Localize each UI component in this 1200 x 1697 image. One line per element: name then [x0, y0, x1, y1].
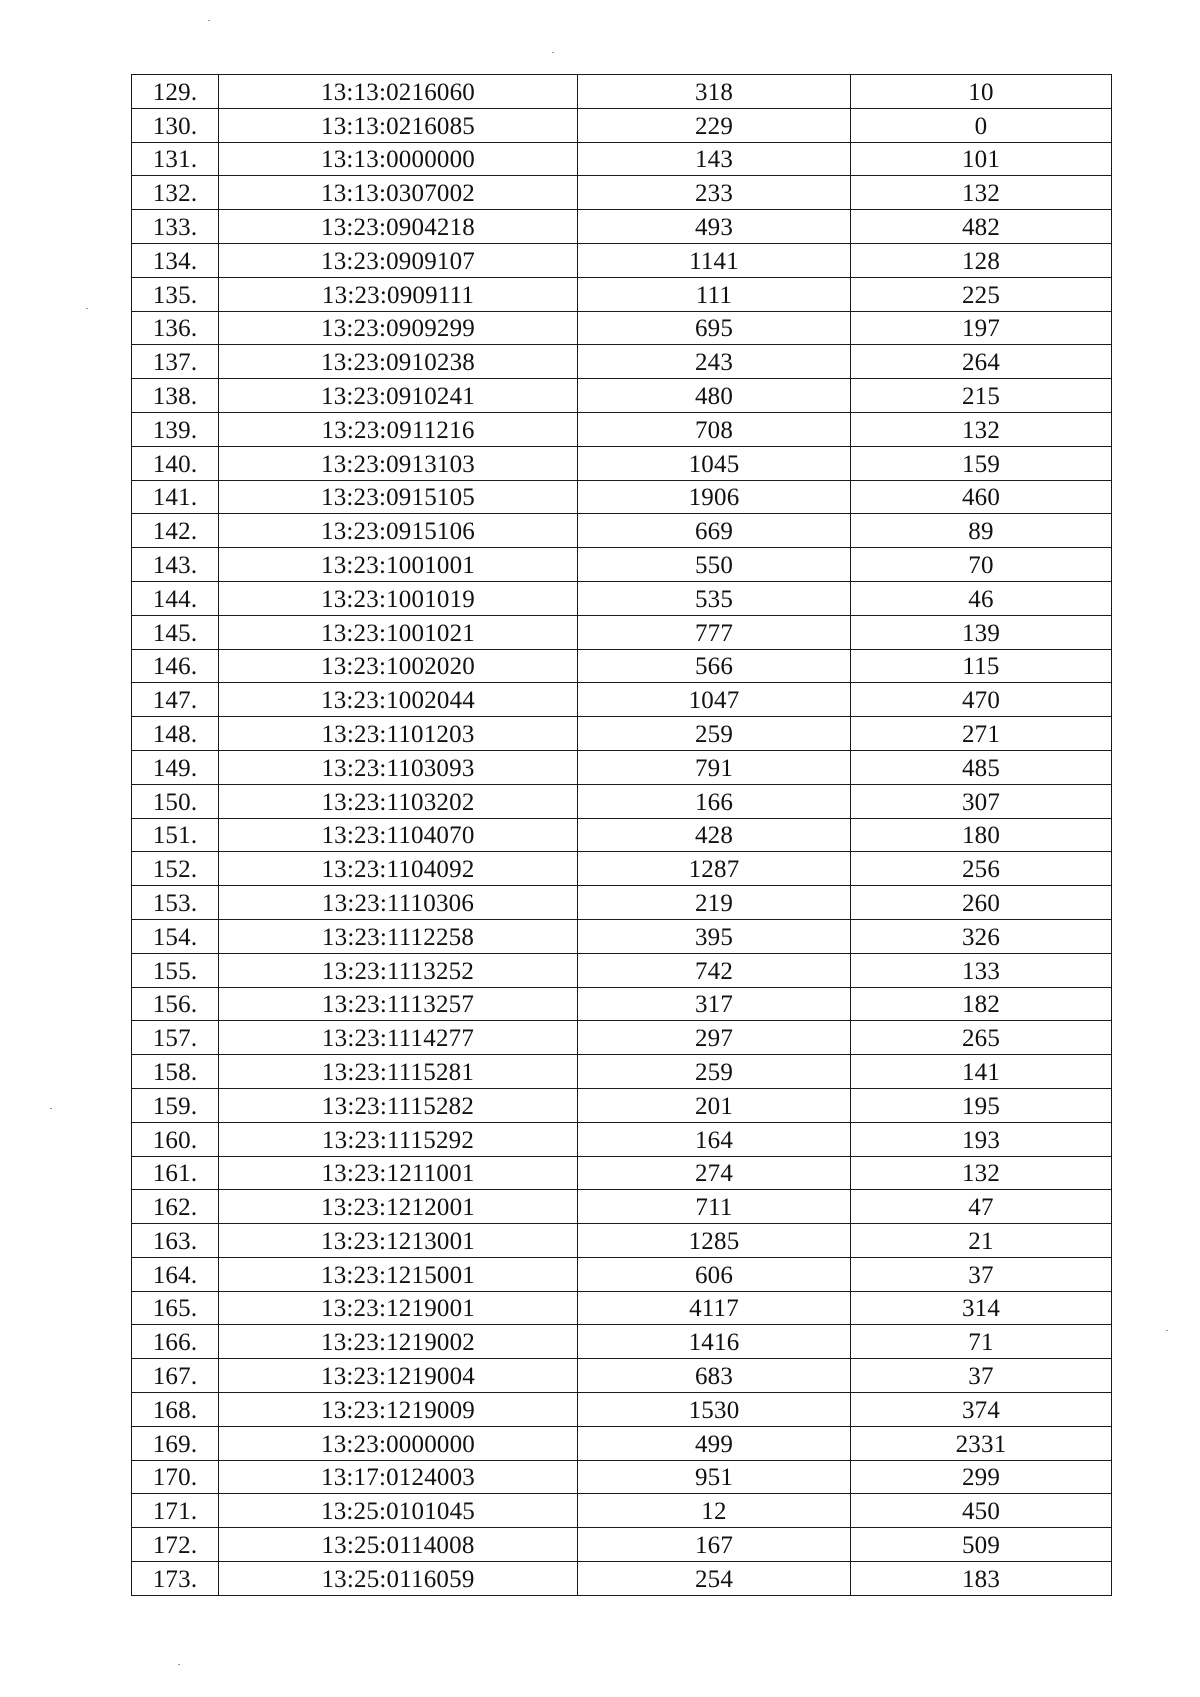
row-number-cell: 133. — [132, 210, 219, 244]
row-number-cell: 143. — [132, 548, 219, 582]
row-number-cell: 159. — [132, 1088, 219, 1122]
value-b-cell: 326 — [851, 919, 1112, 953]
row-number-cell: 150. — [132, 784, 219, 818]
value-b-cell: 225 — [851, 277, 1112, 311]
value-b-cell: 132 — [851, 412, 1112, 446]
row-number-cell: 147. — [132, 683, 219, 717]
cadastral-number-cell: 13:23:1002020 — [219, 649, 578, 683]
cadastral-number-cell: 13:23:1113257 — [219, 987, 578, 1021]
value-b-cell: 132 — [851, 176, 1112, 210]
row-number-cell: 139. — [132, 412, 219, 446]
row-number-cell: 168. — [132, 1393, 219, 1427]
table-row — [132, 1426, 1112, 1460]
row-number-cell: 164. — [132, 1257, 219, 1291]
table-row — [132, 750, 1112, 784]
cadastral-number-cell: 13:23:0915106 — [219, 514, 578, 548]
table-row — [132, 1325, 1112, 1359]
value-a-cell: 669 — [578, 514, 851, 548]
value-b-cell: 10 — [851, 75, 1112, 109]
value-b-cell: 195 — [851, 1088, 1112, 1122]
cadastral-number-cell: 13:23:1001001 — [219, 548, 578, 582]
row-number-cell: 173. — [132, 1562, 219, 1596]
row-number-cell: 130. — [132, 108, 219, 142]
row-number-cell: 160. — [132, 1122, 219, 1156]
value-a-cell: 1047 — [578, 683, 851, 717]
value-b-cell: 71 — [851, 1325, 1112, 1359]
value-a-cell: 535 — [578, 581, 851, 615]
value-a-cell: 274 — [578, 1156, 851, 1190]
cadastral-number-cell: 13:23:1103093 — [219, 750, 578, 784]
table-row — [132, 1055, 1112, 1089]
value-b-cell: 46 — [851, 581, 1112, 615]
value-b-cell: 374 — [851, 1393, 1112, 1427]
table-row — [132, 581, 1112, 615]
table-row — [132, 1494, 1112, 1528]
cadastral-number-cell: 13:25:0114008 — [219, 1528, 578, 1562]
cadastral-number-cell: 13:23:1219009 — [219, 1393, 578, 1427]
cadastral-number-cell: 13:23:1103202 — [219, 784, 578, 818]
table-row — [132, 1359, 1112, 1393]
table-row — [132, 514, 1112, 548]
value-b-cell: 193 — [851, 1122, 1112, 1156]
cadastral-number-cell: 13:25:0101045 — [219, 1494, 578, 1528]
table-row — [132, 886, 1112, 920]
value-b-cell: 197 — [851, 311, 1112, 345]
row-number-cell: 132. — [132, 176, 219, 210]
row-number-cell: 136. — [132, 311, 219, 345]
table-row — [132, 311, 1112, 345]
cadastral-number-cell: 13:23:0909107 — [219, 243, 578, 277]
row-number-cell: 137. — [132, 345, 219, 379]
row-number-cell: 149. — [132, 750, 219, 784]
cadastral-number-cell: 13:23:0909299 — [219, 311, 578, 345]
table-row — [132, 1190, 1112, 1224]
table-row — [132, 683, 1112, 717]
value-a-cell: 1416 — [578, 1325, 851, 1359]
value-b-cell: 260 — [851, 886, 1112, 920]
row-number-cell: 131. — [132, 142, 219, 176]
value-a-cell: 683 — [578, 1359, 851, 1393]
cadastral-table — [131, 74, 1112, 1596]
row-number-cell: 138. — [132, 379, 219, 413]
row-number-cell: 129. — [132, 75, 219, 109]
row-number-cell: 166. — [132, 1325, 219, 1359]
value-a-cell: 1530 — [578, 1393, 851, 1427]
value-b-cell: 128 — [851, 243, 1112, 277]
value-a-cell: 606 — [578, 1257, 851, 1291]
row-number-cell: 134. — [132, 243, 219, 277]
cadastral-number-cell: 13:23:1113252 — [219, 953, 578, 987]
value-a-cell: 164 — [578, 1122, 851, 1156]
value-b-cell: 264 — [851, 345, 1112, 379]
table-row — [132, 1224, 1112, 1258]
value-a-cell: 1906 — [578, 480, 851, 514]
table-row — [132, 1088, 1112, 1122]
cadastral-number-cell: 13:23:1219004 — [219, 1359, 578, 1393]
table-row — [132, 1156, 1112, 1190]
row-number-cell: 161. — [132, 1156, 219, 1190]
table-row — [132, 1393, 1112, 1427]
row-number-cell: 151. — [132, 818, 219, 852]
cadastral-number-cell: 13:23:1115282 — [219, 1088, 578, 1122]
cadastral-number-cell: 13:23:1001019 — [219, 581, 578, 615]
cadastral-number-cell: 13:13:0000000 — [219, 142, 578, 176]
cadastral-number-cell: 13:23:1211001 — [219, 1156, 578, 1190]
row-number-cell: 152. — [132, 852, 219, 886]
value-b-cell: 37 — [851, 1359, 1112, 1393]
value-a-cell: 791 — [578, 750, 851, 784]
value-b-cell: 314 — [851, 1291, 1112, 1325]
value-a-cell: 428 — [578, 818, 851, 852]
scan-speck — [178, 1664, 180, 1665]
row-number-cell: 135. — [132, 277, 219, 311]
value-a-cell: 742 — [578, 953, 851, 987]
value-a-cell: 297 — [578, 1021, 851, 1055]
value-b-cell: 159 — [851, 446, 1112, 480]
table-row — [132, 784, 1112, 818]
value-a-cell: 111 — [578, 277, 851, 311]
value-b-cell: 265 — [851, 1021, 1112, 1055]
table-row — [132, 615, 1112, 649]
table-row — [132, 1122, 1112, 1156]
value-a-cell: 1045 — [578, 446, 851, 480]
table-row — [132, 277, 1112, 311]
value-a-cell: 480 — [578, 379, 851, 413]
row-number-cell: 142. — [132, 514, 219, 548]
table-row — [132, 1460, 1112, 1494]
table-row — [132, 987, 1112, 1021]
table-row — [132, 1291, 1112, 1325]
table-row — [132, 75, 1112, 109]
value-b-cell: 101 — [851, 142, 1112, 176]
cadastral-number-cell: 13:23:1115292 — [219, 1122, 578, 1156]
value-b-cell: 70 — [851, 548, 1112, 582]
table-row — [132, 953, 1112, 987]
row-number-cell: 170. — [132, 1460, 219, 1494]
table-body — [132, 75, 1112, 1596]
value-b-cell: 271 — [851, 717, 1112, 751]
cadastral-number-cell: 13:13:0307002 — [219, 176, 578, 210]
table-row — [132, 649, 1112, 683]
value-b-cell: 132 — [851, 1156, 1112, 1190]
scan-speck — [50, 1108, 52, 1109]
cadastral-number-cell: 13:23:1104092 — [219, 852, 578, 886]
row-number-cell: 167. — [132, 1359, 219, 1393]
value-a-cell: 12 — [578, 1494, 851, 1528]
table-row — [132, 717, 1112, 751]
row-number-cell: 171. — [132, 1494, 219, 1528]
cadastral-number-cell: 13:23:0000000 — [219, 1426, 578, 1460]
cadastral-number-cell: 13:25:0116059 — [219, 1562, 578, 1596]
cadastral-number-cell: 13:23:1215001 — [219, 1257, 578, 1291]
value-a-cell: 259 — [578, 717, 851, 751]
table-row — [132, 1528, 1112, 1562]
cadastral-number-cell: 13:23:1112258 — [219, 919, 578, 953]
table-row — [132, 1257, 1112, 1291]
row-number-cell: 165. — [132, 1291, 219, 1325]
table-row — [132, 852, 1112, 886]
row-number-cell: 140. — [132, 446, 219, 480]
value-b-cell: 47 — [851, 1190, 1112, 1224]
row-number-cell: 148. — [132, 717, 219, 751]
row-number-cell: 169. — [132, 1426, 219, 1460]
table-row — [132, 379, 1112, 413]
cadastral-number-cell: 13:23:0913103 — [219, 446, 578, 480]
cadastral-number-cell: 13:23:0915105 — [219, 480, 578, 514]
table-row — [132, 345, 1112, 379]
table-row — [132, 480, 1112, 514]
value-b-cell: 470 — [851, 683, 1112, 717]
value-b-cell: 482 — [851, 210, 1112, 244]
value-b-cell: 133 — [851, 953, 1112, 987]
row-number-cell: 172. — [132, 1528, 219, 1562]
cadastral-number-cell: 13:23:1115281 — [219, 1055, 578, 1089]
value-a-cell: 708 — [578, 412, 851, 446]
row-number-cell: 154. — [132, 919, 219, 953]
value-b-cell: 115 — [851, 649, 1112, 683]
row-number-cell: 155. — [132, 953, 219, 987]
row-number-cell: 157. — [132, 1021, 219, 1055]
table-row — [132, 108, 1112, 142]
row-number-cell: 145. — [132, 615, 219, 649]
value-a-cell: 1141 — [578, 243, 851, 277]
cadastral-number-cell: 13:23:1212001 — [219, 1190, 578, 1224]
row-number-cell: 153. — [132, 886, 219, 920]
value-a-cell: 777 — [578, 615, 851, 649]
table-row — [132, 548, 1112, 582]
value-a-cell: 493 — [578, 210, 851, 244]
value-a-cell: 254 — [578, 1562, 851, 1596]
table-row — [132, 818, 1112, 852]
cadastral-number-cell: 13:23:1219001 — [219, 1291, 578, 1325]
value-a-cell: 4117 — [578, 1291, 851, 1325]
scan-speck — [86, 308, 88, 309]
value-b-cell: 299 — [851, 1460, 1112, 1494]
cadastral-number-cell: 13:23:0910238 — [219, 345, 578, 379]
cadastral-number-cell: 13:23:1110306 — [219, 886, 578, 920]
row-number-cell: 158. — [132, 1055, 219, 1089]
table-row — [132, 1562, 1112, 1596]
cadastral-number-cell: 13:23:1114277 — [219, 1021, 578, 1055]
value-a-cell: 167 — [578, 1528, 851, 1562]
value-a-cell: 566 — [578, 649, 851, 683]
value-a-cell: 395 — [578, 919, 851, 953]
row-number-cell: 141. — [132, 480, 219, 514]
value-b-cell: 2331 — [851, 1426, 1112, 1460]
value-a-cell: 233 — [578, 176, 851, 210]
value-b-cell: 21 — [851, 1224, 1112, 1258]
value-b-cell: 307 — [851, 784, 1112, 818]
cadastral-number-cell: 13:13:0216060 — [219, 75, 578, 109]
value-a-cell: 711 — [578, 1190, 851, 1224]
cadastral-number-cell: 13:23:1213001 — [219, 1224, 578, 1258]
value-a-cell: 499 — [578, 1426, 851, 1460]
value-a-cell: 317 — [578, 987, 851, 1021]
value-a-cell: 1285 — [578, 1224, 851, 1258]
cadastral-number-cell: 13:23:1104070 — [219, 818, 578, 852]
value-b-cell: 139 — [851, 615, 1112, 649]
value-a-cell: 229 — [578, 108, 851, 142]
value-a-cell: 1287 — [578, 852, 851, 886]
table-row — [132, 142, 1112, 176]
cadastral-number-cell: 13:23:0904218 — [219, 210, 578, 244]
scan-speck — [1166, 1330, 1168, 1331]
value-a-cell: 243 — [578, 345, 851, 379]
cadastral-number-cell: 13:23:0910241 — [219, 379, 578, 413]
scan-speck — [208, 20, 210, 21]
table-row — [132, 919, 1112, 953]
value-b-cell: 450 — [851, 1494, 1112, 1528]
value-a-cell: 318 — [578, 75, 851, 109]
value-a-cell: 219 — [578, 886, 851, 920]
value-b-cell: 256 — [851, 852, 1112, 886]
cadastral-number-cell: 13:23:1001021 — [219, 615, 578, 649]
value-b-cell: 215 — [851, 379, 1112, 413]
table-row — [132, 446, 1112, 480]
value-a-cell: 259 — [578, 1055, 851, 1089]
cadastral-number-cell: 13:13:0216085 — [219, 108, 578, 142]
value-a-cell: 143 — [578, 142, 851, 176]
value-b-cell: 141 — [851, 1055, 1112, 1089]
table-row — [132, 1021, 1112, 1055]
value-a-cell: 550 — [578, 548, 851, 582]
value-b-cell: 485 — [851, 750, 1112, 784]
value-b-cell: 509 — [851, 1528, 1112, 1562]
cadastral-number-cell: 13:23:0909111 — [219, 277, 578, 311]
value-b-cell: 89 — [851, 514, 1112, 548]
cadastral-number-cell: 13:23:1219002 — [219, 1325, 578, 1359]
value-b-cell: 460 — [851, 480, 1112, 514]
cadastral-number-cell: 13:23:1002044 — [219, 683, 578, 717]
table-row — [132, 243, 1112, 277]
row-number-cell: 146. — [132, 649, 219, 683]
table-row — [132, 176, 1112, 210]
row-number-cell: 163. — [132, 1224, 219, 1258]
row-number-cell: 156. — [132, 987, 219, 1021]
scan-speck — [552, 52, 554, 53]
row-number-cell: 162. — [132, 1190, 219, 1224]
value-b-cell: 183 — [851, 1562, 1112, 1596]
value-a-cell: 166 — [578, 784, 851, 818]
value-b-cell: 180 — [851, 818, 1112, 852]
value-b-cell: 37 — [851, 1257, 1112, 1291]
value-a-cell: 201 — [578, 1088, 851, 1122]
cadastral-number-cell: 13:23:0911216 — [219, 412, 578, 446]
row-number-cell: 144. — [132, 581, 219, 615]
value-b-cell: 182 — [851, 987, 1112, 1021]
table-row — [132, 412, 1112, 446]
value-a-cell: 951 — [578, 1460, 851, 1494]
value-b-cell: 0 — [851, 108, 1112, 142]
cadastral-number-cell: 13:17:0124003 — [219, 1460, 578, 1494]
table-row — [132, 210, 1112, 244]
cadastral-number-cell: 13:23:1101203 — [219, 717, 578, 751]
value-a-cell: 695 — [578, 311, 851, 345]
